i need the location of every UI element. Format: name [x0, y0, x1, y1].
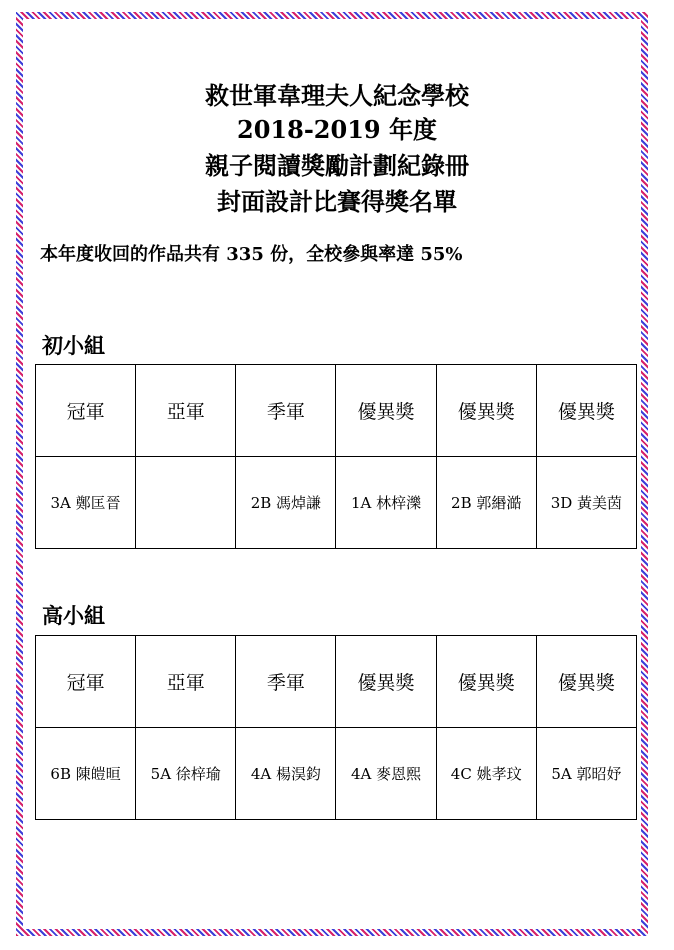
winner-row	[36, 728, 637, 820]
winner-cell: 3A 鄭匡晉	[36, 457, 136, 549]
award-header-cell: 亞軍	[136, 636, 236, 728]
winner-cell: 5A 郭昭妤	[536, 728, 636, 820]
senior-group-title: 高小組	[42, 603, 105, 628]
school-year: 2018-2019 年度	[237, 115, 437, 144]
school-name: 救世軍韋理夫人紀念學校	[205, 81, 469, 110]
award-header-cell: 冠軍	[36, 636, 136, 728]
award-header-cell: 優異獎	[536, 636, 636, 728]
award-header-row	[36, 365, 637, 457]
winner-cell: 1A 林梓濼	[336, 457, 436, 549]
award-header-cell: 優異獎	[536, 365, 636, 457]
participation-summary: 本年度收回的作品共有 335 份，全校參與率達 55%	[40, 244, 463, 265]
winner-cell: 4A 楊淏鈞	[236, 728, 336, 820]
award-header-cell: 優異獎	[436, 365, 536, 457]
winner-cell: 4A 麥恩熙	[336, 728, 436, 820]
contest-title: 封面設計比賽得獎名單	[217, 187, 457, 216]
award-header-cell: 亞軍	[136, 365, 236, 457]
award-header-cell: 優異獎	[336, 365, 436, 457]
senior-award-table	[35, 635, 637, 820]
winner-cell: 5A 徐梓瑜	[136, 728, 236, 820]
winner-cell: 4C 姚孝玟	[436, 728, 536, 820]
winner-row	[36, 457, 637, 549]
award-header-cell: 優異獎	[336, 636, 436, 728]
winner-cell: 6B 陳皚晅	[36, 728, 136, 820]
winner-cell: 2B 馮焯謙	[236, 457, 336, 549]
award-header-row	[36, 636, 637, 728]
award-header-cell: 優異獎	[436, 636, 536, 728]
winner-cell: 3D 黃美茵	[536, 457, 636, 549]
award-header-cell: 冠軍	[36, 365, 136, 457]
award-header-cell: 季軍	[236, 365, 336, 457]
award-header-cell: 季軍	[236, 636, 336, 728]
winner-cell: 2B 郭緡澔	[436, 457, 536, 549]
junior-award-table	[35, 364, 637, 549]
program-title: 親子閱讀獎勵計劃紀錄冊	[205, 151, 469, 180]
winner-cell	[136, 457, 236, 549]
junior-group-title: 初小組	[42, 333, 105, 358]
